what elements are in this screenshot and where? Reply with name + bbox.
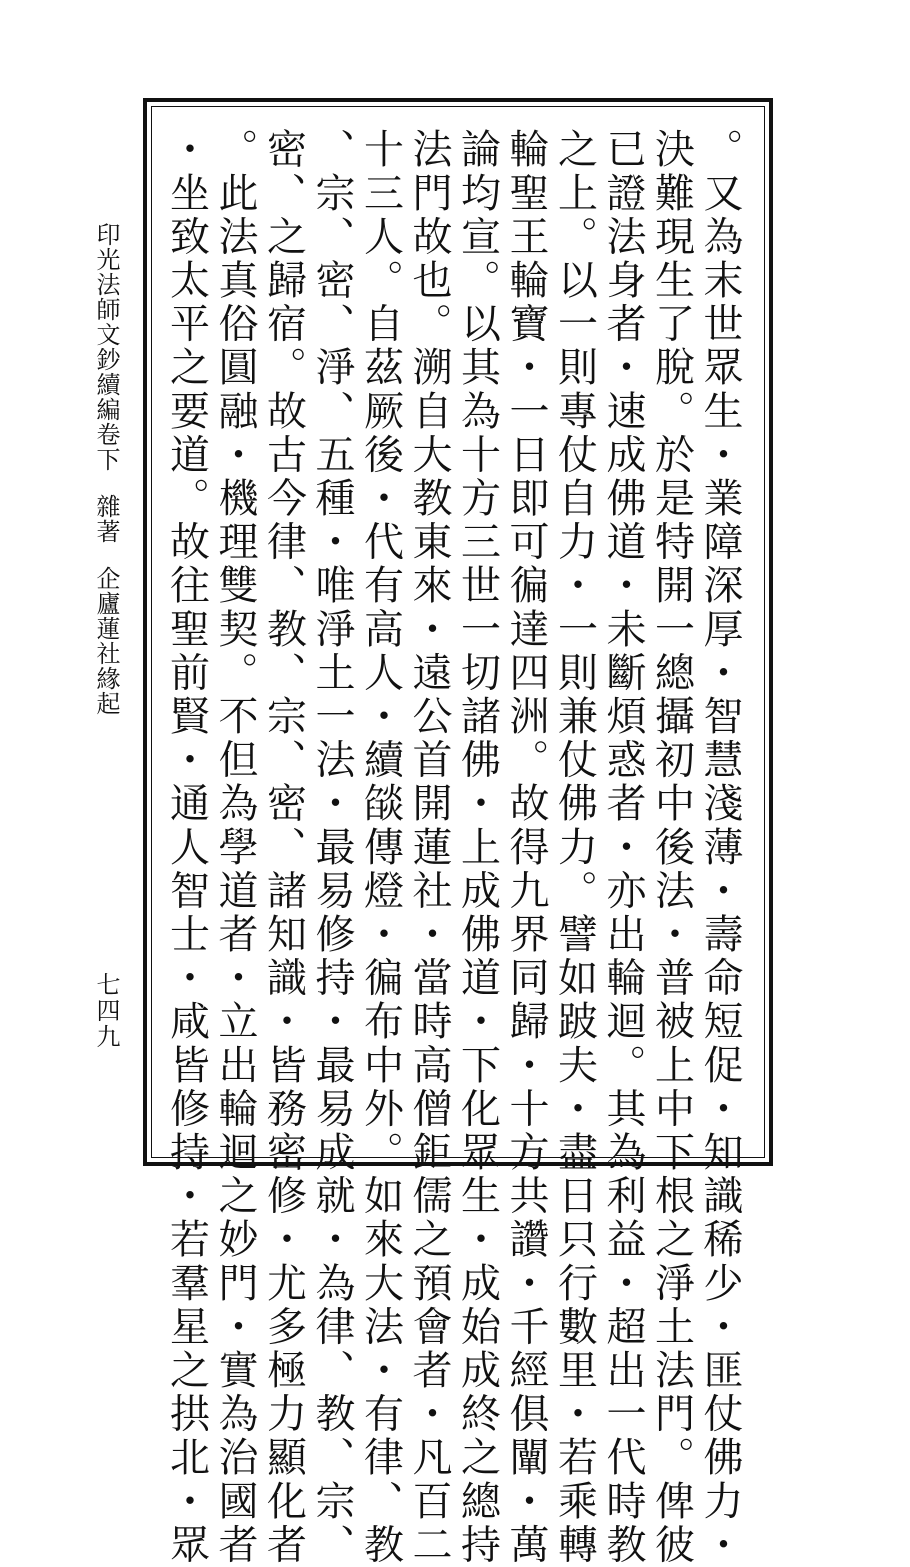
book-title: 印光法師文鈔續編卷下 <box>92 222 120 472</box>
text-column-7: 法門故也。溯自大教東來・遠公首開蓮社・當時高僧鉅儒之預會者・凡百二 <box>406 128 452 1567</box>
page-number: 七四九 <box>92 972 120 1050</box>
text-column-8: 十三人。自茲厥後・代有高人・續燄傳燈・徧布中外。如來大法・有律、教 <box>357 128 404 1567</box>
text-column-10: 密、之歸宿。故古今律、教、宗、密、諸知識・皆務密修・尤多極力顯化者 <box>260 128 307 1567</box>
section-label: 雜著 <box>92 494 120 544</box>
text-column-3: 已證法身者・速成佛道・未斷煩惑者・亦出輪迴。其為利益・超出一代時教 <box>600 128 646 1567</box>
text-column-6: 論均宣。以其為十方三世一切諸佛・上成佛道・下化眾生・成始成終之總持 <box>454 128 501 1567</box>
text-column-2: 決難現生了脫。於是特開一總攝初中後法・普被上中下根之淨土法門。俾彼 <box>648 128 695 1567</box>
text-column-4: 之上。以一則專仗自力・一則兼仗佛力。譬如跛夫・盡日只行數里・若乘轉 <box>551 128 598 1567</box>
text-column-12: ・坐致太平之要道。故往聖前賢・通人智士・咸皆修持・若羣星之拱北・眾 <box>163 128 210 1567</box>
text-column-11: 。此法真俗圓融・機理雙契。不但為學道者・立出輪迴之妙門・實為治國者 <box>212 128 258 1567</box>
text-column-9: 、宗、密、淨、五種・唯淨土一法・最易修持・最易成就・為律、教、宗、 <box>309 128 355 1567</box>
article-title: 企廬蓮社緣起 <box>92 566 120 716</box>
text-column-1: 。又為末世眾生・業障深厚・智慧淺薄・壽命短促・知識稀少・匪仗佛力・ <box>697 128 743 1567</box>
running-header <box>94 222 118 716</box>
text-column-5: 輪聖王輪寶・一日即可徧達四洲。故得九界同歸・十方共讚・千經俱闡・萬 <box>503 128 549 1567</box>
